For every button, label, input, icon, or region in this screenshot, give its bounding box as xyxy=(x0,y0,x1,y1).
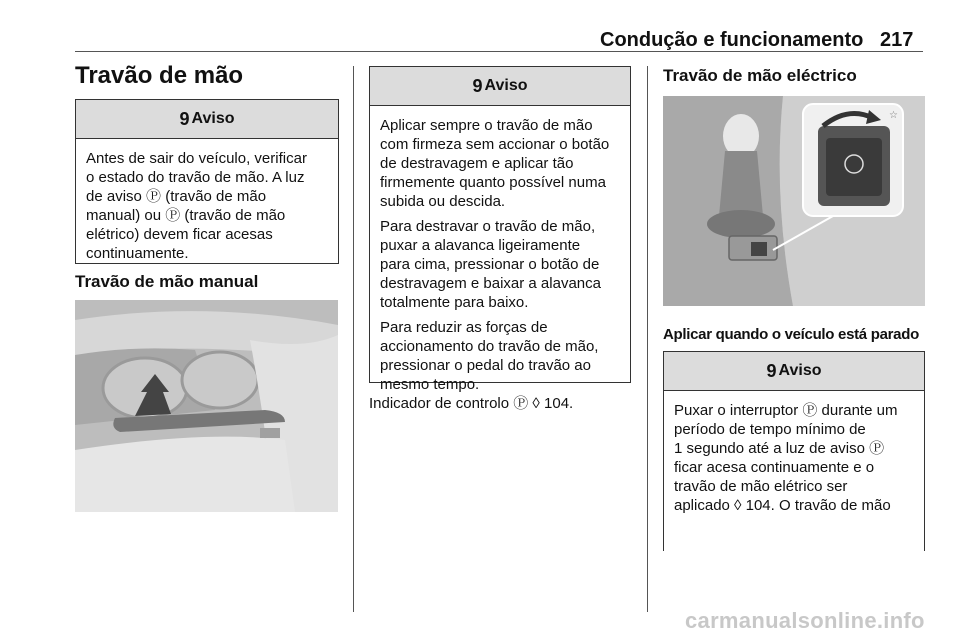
warning-line: Para destravar o travão de mão, xyxy=(380,218,596,235)
warning-triangle-icon: 9 xyxy=(472,75,483,96)
warning-line: pressionar o pedal do travão ao xyxy=(380,357,591,374)
watermark: carmanualsonline.info xyxy=(685,608,925,633)
manual-handbrake-illustration xyxy=(75,300,338,512)
warning-paragraph xyxy=(380,318,620,394)
warning-line: destravagem e baixar a alavanca xyxy=(380,275,601,292)
column-divider-1 xyxy=(353,66,354,612)
warning-body xyxy=(370,106,630,404)
warning-line: de aviso Ⓟ (travão de mão xyxy=(86,188,267,205)
header-rule xyxy=(75,51,923,52)
warning-line: aplicado ◊ 104. O travão de mão xyxy=(674,497,891,514)
warning-line: Aplicar sempre o travão de mão xyxy=(380,117,593,134)
warning-header xyxy=(76,100,338,139)
warning-line: Para reduzir as forças de xyxy=(380,319,548,336)
warning-line: travão de mão elétrico ser xyxy=(674,478,848,495)
subheading-manual-handbrake: Travão de mão manual xyxy=(75,272,259,291)
warning-line: de destravagem e aplicar tão xyxy=(380,155,574,172)
warning-box-2 xyxy=(369,66,631,393)
warning-body xyxy=(76,139,338,273)
electric-handbrake-illustration xyxy=(663,96,925,306)
column-divider-2 xyxy=(647,66,648,612)
running-header-title: Condução e funcionamento xyxy=(600,29,864,51)
warning-title: Aviso xyxy=(484,77,528,94)
page-number: 217 xyxy=(880,29,914,51)
warning-line: período de tempo mínimo de xyxy=(674,421,866,438)
warning-paragraph xyxy=(380,116,620,211)
warning-triangle-icon: 9 xyxy=(179,108,190,129)
warning-line: Puxar o interruptor Ⓟ durante um xyxy=(674,402,898,419)
warning-line: o estado do travão de mão. A luz xyxy=(86,169,305,186)
svg-text:☆: ☆ xyxy=(889,110,898,121)
warning-line: totalmente para baixo. xyxy=(380,294,529,311)
warning-line: manual) ou Ⓟ (travão de mão xyxy=(86,207,286,224)
section-heading-handbrake: Travão de mão xyxy=(75,62,244,89)
warning-title: Aviso xyxy=(191,110,235,127)
indicator-reference: Indicador de controlo Ⓟ ◊ 104. xyxy=(369,395,574,412)
warning-line: elétrico) devem ficar acesas xyxy=(86,226,273,243)
warning-line: Antes de sair do veículo, verificar xyxy=(86,150,307,167)
warning-line: accionamento do travão de mão, xyxy=(380,338,599,355)
warning-header xyxy=(370,67,630,106)
warning-box-3 xyxy=(663,351,925,551)
warning-line: 1 segundo até a luz de aviso Ⓟ xyxy=(674,440,885,457)
warning-line: firmemente quanto possível numa xyxy=(380,174,606,191)
subheading-apply-stopped: Aplicar quando o veículo está parado xyxy=(663,326,919,343)
section-heading-electric-handbrake: Travão de mão eléctrico xyxy=(663,66,857,85)
warning-box-1 xyxy=(75,99,339,264)
warning-header xyxy=(664,352,924,391)
warning-paragraph xyxy=(380,217,620,312)
warning-line: continuamente. xyxy=(86,245,189,262)
warning-title: Aviso xyxy=(778,362,822,379)
warning-line: para cima, pressionar o botão de xyxy=(380,256,600,273)
warning-line: subida ou descida. xyxy=(380,193,506,210)
warning-line: ficar acesa continuamente e o xyxy=(674,459,875,476)
warning-body xyxy=(664,391,924,525)
warning-line: mesmo tempo. xyxy=(380,376,480,393)
warning-triangle-icon: 9 xyxy=(766,360,777,381)
warning-line: com firmeza sem accionar o botão xyxy=(380,136,610,153)
warning-line: puxar a alavanca ligeiramente xyxy=(380,237,581,254)
